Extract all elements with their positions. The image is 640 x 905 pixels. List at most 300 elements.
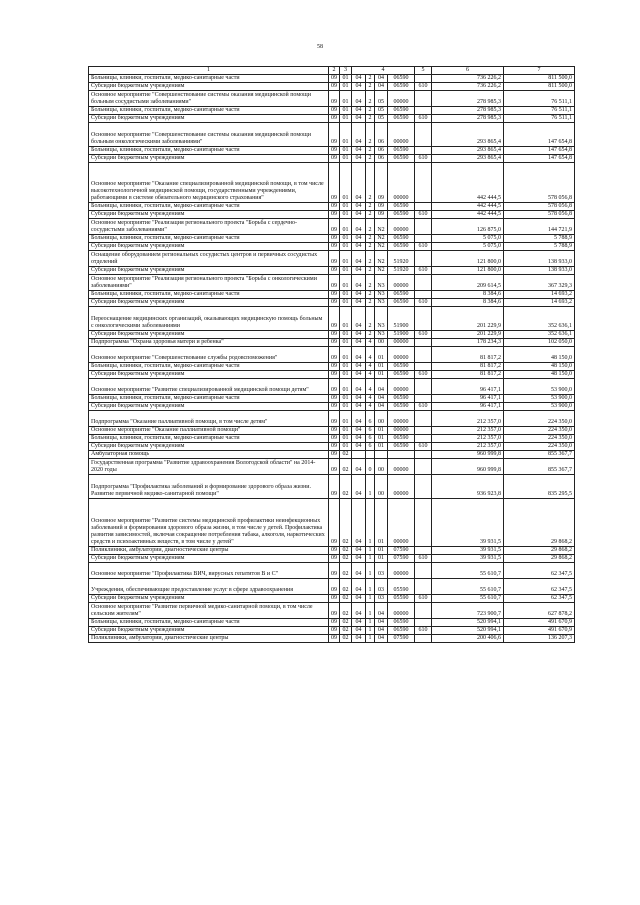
cell-c4a: 04	[352, 475, 366, 499]
cell-c4d: 06590	[388, 107, 415, 115]
cell-c2: 09	[329, 235, 340, 243]
cell-c4d: 06590	[388, 371, 415, 379]
cell-c4c: 00	[375, 339, 388, 347]
row-description: Подпрограмма "Охрана здоровья матери и ребенка"	[89, 339, 329, 347]
cell-c7: 53 900,0	[504, 379, 575, 395]
cell-c4a: 04	[352, 211, 366, 219]
cell-c6: 293 865,4	[432, 155, 504, 163]
cell-c4b: 2	[366, 83, 375, 91]
table-row	[89, 379, 575, 395]
table-header-row	[89, 67, 575, 75]
cell-c7: 352 636,1	[504, 331, 575, 339]
table-row	[89, 635, 575, 643]
cell-c6: 278 985,3	[432, 115, 504, 123]
cell-c4b: 4	[366, 363, 375, 371]
cell-c2: 09	[329, 619, 340, 627]
row-description: Поликлиники, амбулатории, диагностические центры	[89, 547, 329, 555]
cell-c4c: 00	[375, 411, 388, 427]
cell-c4c: N2	[375, 267, 388, 275]
cell-c4d: 00000	[388, 427, 415, 435]
cell-c4d: 00000	[388, 163, 415, 203]
cell-c2: 09	[329, 123, 340, 147]
cell-c2: 09	[329, 563, 340, 579]
table-row	[89, 499, 575, 547]
cell-c6: 55 610,7	[432, 579, 504, 595]
cell-c7: 367 329,3	[504, 275, 575, 291]
cell-c4d: 05590	[388, 595, 415, 603]
cell-c3: 01	[340, 275, 352, 291]
cell-c4b: 6	[366, 427, 375, 435]
cell-c7: 144 721,9	[504, 219, 575, 235]
cell-c7: 14 693,2	[504, 291, 575, 299]
cell-c4d: 07590	[388, 635, 415, 643]
row-description: Субсидии бюджетным учреждениям	[89, 243, 329, 251]
cell-c3: 01	[340, 147, 352, 155]
cell-c6: 121 800,0	[432, 267, 504, 275]
cell-c4a: 04	[352, 427, 366, 435]
cell-c6: 96 417,1	[432, 403, 504, 411]
cell-c2: 09	[329, 443, 340, 451]
row-description: Государственная программа "Развитие здравоохранения Вологодской области" на 2014-2020 годы	[89, 459, 329, 475]
table-row	[89, 275, 575, 291]
cell-c4d: 05590	[388, 579, 415, 595]
cell-c2: 09	[329, 299, 340, 307]
cell-c4a: 04	[352, 275, 366, 291]
cell-c7: 811 500,0	[504, 83, 575, 91]
cell-c5	[415, 635, 432, 643]
header-cell: 1	[89, 67, 329, 75]
cell-c4d: 00000	[388, 275, 415, 291]
cell-c4a: 04	[352, 115, 366, 123]
row-description: Субсидии бюджетным учреждениям	[89, 443, 329, 451]
cell-c4b: 2	[366, 291, 375, 299]
cell-c3: 01	[340, 83, 352, 91]
cell-c2: 09	[329, 291, 340, 299]
cell-c4c: N3	[375, 331, 388, 339]
cell-c5	[415, 475, 432, 499]
cell-c4d: 00000	[388, 475, 415, 499]
row-description: Больницы, клиники, госпитали, медико-санитарные части	[89, 363, 329, 371]
cell-c5	[415, 91, 432, 107]
cell-c2: 09	[329, 371, 340, 379]
cell-c4d: 00000	[388, 339, 415, 347]
cell-c2: 09	[329, 331, 340, 339]
cell-c5: 610	[415, 83, 432, 91]
cell-c4a: 04	[352, 243, 366, 251]
cell-c4a: 04	[352, 331, 366, 339]
cell-c6: 126 875,0	[432, 219, 504, 235]
cell-c6: 209 614,5	[432, 275, 504, 291]
cell-c5	[415, 547, 432, 555]
cell-c4d: 06590	[388, 147, 415, 155]
cell-c4d: 00000	[388, 499, 415, 547]
cell-c2: 09	[329, 435, 340, 443]
cell-c4b: 2	[366, 275, 375, 291]
cell-c4b: 4	[366, 403, 375, 411]
cell-c6: 442 444,5	[432, 211, 504, 219]
cell-c3: 01	[340, 443, 352, 451]
row-description: Субсидии бюджетным учреждениям	[89, 83, 329, 91]
row-description: Больницы, клиники, госпитали, медико-санитарные части	[89, 75, 329, 83]
cell-c3: 02	[340, 635, 352, 643]
cell-c4d: 06590	[388, 403, 415, 411]
cell-c4a: 04	[352, 219, 366, 235]
cell-c4c: N3	[375, 307, 388, 331]
cell-c6: 201 229,9	[432, 331, 504, 339]
cell-c2: 09	[329, 395, 340, 403]
row-description: Субсидии бюджетным учреждениям	[89, 403, 329, 411]
cell-c4d: 06590	[388, 83, 415, 91]
cell-c4c: 04	[375, 403, 388, 411]
row-description: Основное мероприятие "Совершенствование службы родовспоможения"	[89, 347, 329, 363]
cell-c6: 278 985,3	[432, 107, 504, 115]
cell-c4c: N3	[375, 299, 388, 307]
table-row	[89, 307, 575, 331]
cell-c4a: 04	[352, 107, 366, 115]
cell-c7: 29 868,2	[504, 555, 575, 563]
cell-c2: 09	[329, 211, 340, 219]
cell-c4a: 04	[352, 579, 366, 595]
cell-c2: 09	[329, 107, 340, 115]
cell-c6: 212 357,0	[432, 427, 504, 435]
cell-c6: 96 417,1	[432, 395, 504, 403]
cell-c4d: 06590	[388, 203, 415, 211]
cell-c4b: 2	[366, 243, 375, 251]
cell-c2: 09	[329, 219, 340, 235]
cell-c4c: 04	[375, 627, 388, 635]
cell-c4a: 04	[352, 395, 366, 403]
cell-c2: 09	[329, 339, 340, 347]
cell-c5	[415, 291, 432, 299]
cell-c6: 293 865,4	[432, 123, 504, 147]
cell-c7: 855 367,7	[504, 451, 575, 459]
cell-c5	[415, 603, 432, 619]
cell-c3: 01	[340, 235, 352, 243]
table-row	[89, 75, 575, 83]
cell-c3: 01	[340, 203, 352, 211]
table-row	[89, 115, 575, 123]
cell-c7: 224 350,0	[504, 411, 575, 427]
row-description: Больницы, клиники, госпитали, медико-санитарные части	[89, 395, 329, 403]
cell-c4a: 04	[352, 251, 366, 267]
cell-c4a: 04	[352, 339, 366, 347]
page-number: 58	[317, 44, 323, 50]
cell-c3: 01	[340, 123, 352, 147]
row-description: Субсидии бюджетным учреждениям	[89, 115, 329, 123]
row-description: Субсидии бюджетным учреждениям	[89, 595, 329, 603]
cell-c4c	[375, 451, 388, 459]
cell-c4a: 04	[352, 403, 366, 411]
cell-c5: 610	[415, 595, 432, 603]
cell-c4a	[352, 451, 366, 459]
cell-c5	[415, 459, 432, 475]
cell-c2: 09	[329, 83, 340, 91]
cell-c5: 610	[415, 267, 432, 275]
cell-c4c: 06	[375, 123, 388, 147]
cell-c2: 09	[329, 363, 340, 371]
cell-c4c: N2	[375, 243, 388, 251]
cell-c4d: 51920	[388, 251, 415, 267]
cell-c2: 09	[329, 579, 340, 595]
cell-c3: 01	[340, 331, 352, 339]
table-row	[89, 619, 575, 627]
cell-c3: 01	[340, 155, 352, 163]
cell-c4d: 51920	[388, 267, 415, 275]
cell-c4c: 01	[375, 547, 388, 555]
cell-c4b: 2	[366, 91, 375, 107]
cell-c4d: 06590	[388, 155, 415, 163]
cell-c4b: 2	[366, 219, 375, 235]
cell-c3: 01	[340, 403, 352, 411]
cell-c6: 39 931,5	[432, 499, 504, 547]
cell-c4b: 1	[366, 579, 375, 595]
cell-c5	[415, 123, 432, 147]
cell-c7: 578 056,8	[504, 203, 575, 211]
cell-c2: 09	[329, 635, 340, 643]
cell-c7: 224 350,0	[504, 435, 575, 443]
table-row	[89, 291, 575, 299]
cell-c4c: N3	[375, 275, 388, 291]
cell-c3: 01	[340, 267, 352, 275]
cell-c4b: 2	[366, 307, 375, 331]
cell-c3: 01	[340, 379, 352, 395]
cell-c4a: 04	[352, 443, 366, 451]
cell-c2: 09	[329, 243, 340, 251]
cell-c4c: 05	[375, 115, 388, 123]
table-row	[89, 475, 575, 499]
cell-c4b: 2	[366, 115, 375, 123]
cell-c5	[415, 363, 432, 371]
cell-c7: 76 511,1	[504, 107, 575, 115]
cell-c4d: 07590	[388, 555, 415, 563]
table-row	[89, 579, 575, 595]
cell-c2: 09	[329, 91, 340, 107]
cell-c5	[415, 451, 432, 459]
cell-c5	[415, 435, 432, 443]
row-description: Подпрограмма "Профилактика заболеваний и формирование здорового образа жизни. Развитие первичной медико-санитарной помощи"	[89, 475, 329, 499]
cell-c3: 01	[340, 371, 352, 379]
cell-c7: 811 500,0	[504, 75, 575, 83]
cell-c2: 09	[329, 499, 340, 547]
cell-c2: 09	[329, 555, 340, 563]
cell-c7: 76 511,1	[504, 115, 575, 123]
row-description: Субсидии бюджетным учреждениям	[89, 331, 329, 339]
cell-c4a: 04	[352, 547, 366, 555]
cell-c3: 01	[340, 411, 352, 427]
cell-c4c: 05	[375, 91, 388, 107]
table-row	[89, 427, 575, 435]
cell-c4b: 2	[366, 107, 375, 115]
cell-c4c: 01	[375, 427, 388, 435]
cell-c4b: 1	[366, 635, 375, 643]
cell-c5	[415, 251, 432, 267]
cell-c7: 491 670,9	[504, 619, 575, 627]
cell-c7: 29 868,2	[504, 499, 575, 547]
cell-c4b: 2	[366, 163, 375, 203]
cell-c5: 610	[415, 211, 432, 219]
cell-c3: 01	[340, 107, 352, 115]
cell-c7: 5 788,9	[504, 235, 575, 243]
table-row	[89, 363, 575, 371]
cell-c4c: 03	[375, 579, 388, 595]
cell-c7: 48 150,0	[504, 363, 575, 371]
cell-c5	[415, 203, 432, 211]
cell-c4a: 04	[352, 627, 366, 635]
cell-c7: 62 347,5	[504, 579, 575, 595]
table-row	[89, 219, 575, 235]
cell-c4c: 06	[375, 155, 388, 163]
row-description: Больницы, клиники, госпитали, медико-санитарные части	[89, 107, 329, 115]
row-description: Больницы, клиники, госпитали, медико-санитарные части	[89, 147, 329, 155]
cell-c5	[415, 619, 432, 627]
table-row	[89, 235, 575, 243]
cell-c4c: 09	[375, 163, 388, 203]
table-row	[89, 123, 575, 147]
cell-c6: 960 999,8	[432, 459, 504, 475]
cell-c2: 09	[329, 459, 340, 475]
cell-c5	[415, 235, 432, 243]
cell-c4c: 03	[375, 595, 388, 603]
cell-c7: 102 050,0	[504, 339, 575, 347]
cell-c4b: 1	[366, 475, 375, 499]
cell-c7: 53 900,0	[504, 403, 575, 411]
cell-c2: 09	[329, 451, 340, 459]
row-description: Основное мероприятие "Развитие специализированной медицинской помощи детям"	[89, 379, 329, 395]
cell-c3: 01	[340, 299, 352, 307]
cell-c5	[415, 339, 432, 347]
table-row	[89, 243, 575, 251]
cell-c5	[415, 379, 432, 395]
budget-table	[88, 66, 575, 643]
cell-c3: 01	[340, 219, 352, 235]
cell-c3: 02	[340, 547, 352, 555]
cell-c7: 14 693,2	[504, 299, 575, 307]
cell-c7: 352 636,1	[504, 307, 575, 331]
cell-c5	[415, 147, 432, 155]
cell-c4b: 2	[366, 75, 375, 83]
cell-c4b: 4	[366, 371, 375, 379]
cell-c4b: 6	[366, 435, 375, 443]
table-row	[89, 155, 575, 163]
cell-c4c: 09	[375, 211, 388, 219]
cell-c3: 01	[340, 395, 352, 403]
cell-c3: 02	[340, 451, 352, 459]
row-description: Больницы, клиники, госпитали, медико-санитарные части	[89, 203, 329, 211]
cell-c4c: 04	[375, 379, 388, 395]
cell-c4c: 04	[375, 395, 388, 403]
table-body	[89, 67, 575, 643]
cell-c4d: 00000	[388, 219, 415, 235]
row-description: Субсидии бюджетным учреждениям	[89, 371, 329, 379]
cell-c3: 01	[340, 91, 352, 107]
cell-c5: 610	[415, 299, 432, 307]
cell-c5	[415, 347, 432, 363]
cell-c4d: 07590	[388, 547, 415, 555]
cell-c4b: 1	[366, 499, 375, 547]
cell-c4a: 04	[352, 235, 366, 243]
cell-c6: 442 444,5	[432, 163, 504, 203]
cell-c5	[415, 307, 432, 331]
cell-c4b: 1	[366, 595, 375, 603]
cell-c4c: N2	[375, 251, 388, 267]
table-row	[89, 107, 575, 115]
row-description: Основное мероприятие "Реализация регионального проекта "Борьба с онкологическими заболеваниями"	[89, 275, 329, 291]
row-description: Учреждения, обеспечивающие предоставление услуг в сфере здравоохранения	[89, 579, 329, 595]
cell-c4a: 04	[352, 155, 366, 163]
cell-c5	[415, 395, 432, 403]
cell-c7: 138 933,0	[504, 267, 575, 275]
cell-c4a: 04	[352, 371, 366, 379]
cell-c4b: 1	[366, 627, 375, 635]
cell-c4b	[366, 451, 375, 459]
cell-c6: 5 075,0	[432, 235, 504, 243]
row-description: Субсидии бюджетным учреждениям	[89, 211, 329, 219]
row-description: Поликлиники, амбулатории, диагностические центры	[89, 635, 329, 643]
table-row	[89, 459, 575, 475]
cell-c5	[415, 411, 432, 427]
cell-c4a: 04	[352, 291, 366, 299]
cell-c5: 610	[415, 443, 432, 451]
row-description: Основное мероприятие "Профилактика ВИЧ, вирусных гепатитов В и С"	[89, 563, 329, 579]
table-row	[89, 403, 575, 411]
cell-c2: 09	[329, 403, 340, 411]
table-row	[89, 627, 575, 635]
cell-c7: 835 295,5	[504, 475, 575, 499]
row-description: Основное мероприятие "Совершенствование системы оказания медицинской помощи больным сосудистыми заболеваниями"	[89, 91, 329, 107]
cell-c2: 09	[329, 347, 340, 363]
cell-c4a: 04	[352, 299, 366, 307]
cell-c4d: 06590	[388, 235, 415, 243]
cell-c4c: N3	[375, 291, 388, 299]
cell-c4b: 4	[366, 347, 375, 363]
row-description: Больницы, клиники, госпитали, медико-санитарные части	[89, 435, 329, 443]
table-row	[89, 251, 575, 267]
cell-c2: 09	[329, 75, 340, 83]
cell-c4c: 00	[375, 459, 388, 475]
cell-c7: 53 900,0	[504, 395, 575, 403]
cell-c4c: 01	[375, 347, 388, 363]
header-cell: 4	[352, 67, 415, 75]
row-description: Субсидии бюджетным учреждениям	[89, 555, 329, 563]
cell-c4d: 06590	[388, 619, 415, 627]
cell-c6: 81 817,2	[432, 371, 504, 379]
cell-c4a: 04	[352, 499, 366, 547]
cell-c4b: 1	[366, 563, 375, 579]
cell-c2: 09	[329, 203, 340, 211]
table-row	[89, 347, 575, 363]
cell-c4d: 06590	[388, 115, 415, 123]
cell-c5: 610	[415, 115, 432, 123]
cell-c2: 09	[329, 411, 340, 427]
cell-c5	[415, 219, 432, 235]
cell-c4a: 04	[352, 91, 366, 107]
cell-c5	[415, 275, 432, 291]
table-row	[89, 163, 575, 203]
cell-c2: 09	[329, 427, 340, 435]
cell-c7: 29 868,2	[504, 547, 575, 555]
cell-c5	[415, 563, 432, 579]
cell-c4d: 51900	[388, 331, 415, 339]
cell-c3: 02	[340, 475, 352, 499]
cell-c4b: 2	[366, 331, 375, 339]
cell-c3: 01	[340, 427, 352, 435]
cell-c4b: 0	[366, 459, 375, 475]
cell-c2: 09	[329, 155, 340, 163]
cell-c4c: N2	[375, 219, 388, 235]
cell-c4a: 04	[352, 123, 366, 147]
cell-c6: 200 406,6	[432, 635, 504, 643]
cell-c3: 02	[340, 579, 352, 595]
